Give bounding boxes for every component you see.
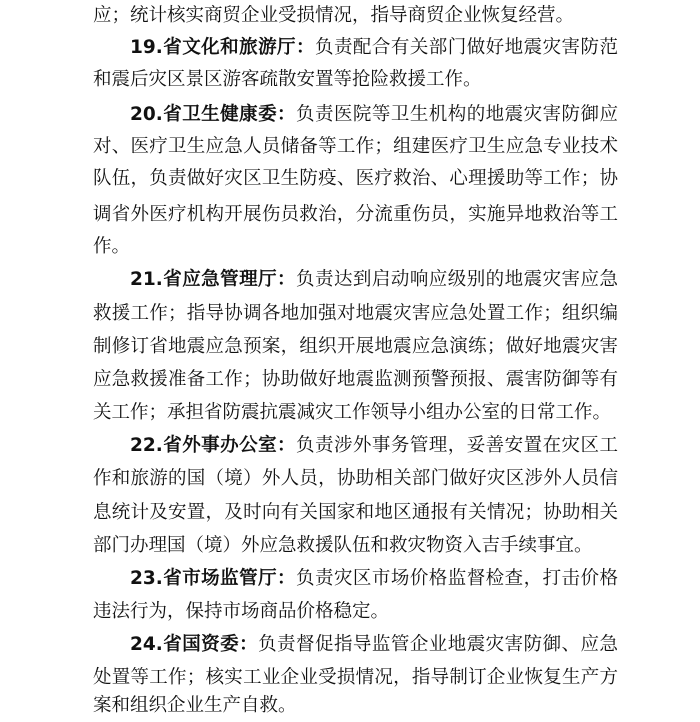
text-line: 关工作；承担省防震抗震减灾工作领导小组办公室的日常工作。	[93, 402, 612, 423]
text-line: 案和组织企业生产自救。	[93, 695, 297, 716]
text-line: 救援工作；指导协调各地加强对地震灾害应急处置工作；组织编	[93, 303, 618, 324]
text-line: 作和旅游的国（境）外人员，协助相关部门做好灾区涉外人员信	[93, 468, 618, 489]
text-line: 作。	[93, 236, 131, 257]
item-24-first-line	[130, 629, 618, 661]
text-line: 制修订省地震应急预案，组织开展地震应急演练；做好地震灾害	[93, 336, 618, 357]
text-line: 队伍，负责做好灾区卫生防疫、医疗救治、心理援助等工作；协	[93, 168, 618, 189]
item-text: 负责配合有关部门做好地震灾害防范	[314, 37, 618, 58]
item-text: 负责医院等卫生机构的地震灾害防御应	[296, 104, 618, 125]
item-heading: 22.省外事办公室：	[130, 435, 297, 456]
text-line: 违法行为，保持市场商品价格稳定。	[93, 601, 390, 622]
item-20-first-line	[130, 99, 618, 131]
text-line: 调省外医疗机构开展伤员救治，分流重伤员，实施异地救治等工	[93, 204, 618, 225]
item-text: 负责达到启动响应级别的地震灾害应急	[296, 269, 618, 290]
item-23-first-line	[130, 563, 618, 595]
text-line: 息统计及安置，及时向有关国家和地区通报有关情况；协助相关	[93, 502, 618, 523]
item-heading: 20.省卫生健康委：	[130, 104, 297, 125]
item-text: 负责督促指导监管企业地震灾害防御、应急	[258, 634, 618, 655]
item-19-first-line	[130, 32, 618, 64]
text-line: 处置等工作；核实工业企业受损情况，指导制订企业恢复生产方	[93, 667, 618, 688]
item-21-first-line	[130, 264, 618, 296]
text-line: 对、医疗卫生应急人员储备等工作；组建医疗卫生应急专业技术	[93, 136, 618, 157]
item-heading: 19.省文化和旅游厅：	[130, 37, 315, 58]
text-line: 应急救援准备工作；协助做好地震监测预警预报、震害防御等有	[93, 369, 618, 390]
text-line: 和震后灾区景区游客疏散安置等抢险救援工作。	[93, 69, 482, 90]
text-line: 部门办理国（境）外应急救援队伍和救灾物资入吉手续事宜。	[93, 535, 593, 556]
text-line: 应；统计核实商贸企业受损情况，指导商贸企业恢复经营。	[93, 5, 575, 26]
item-text: 负责灾区市场价格监督检查，打击价格	[296, 568, 618, 589]
item-heading: 24.省国资委：	[130, 634, 259, 655]
item-heading: 21.省应急管理厅：	[130, 269, 297, 290]
item-22-first-line	[130, 430, 618, 462]
item-text: 负责涉外事务管理，妥善安置在灾区工	[296, 435, 618, 456]
item-heading: 23.省市场监管厅：	[130, 568, 297, 589]
